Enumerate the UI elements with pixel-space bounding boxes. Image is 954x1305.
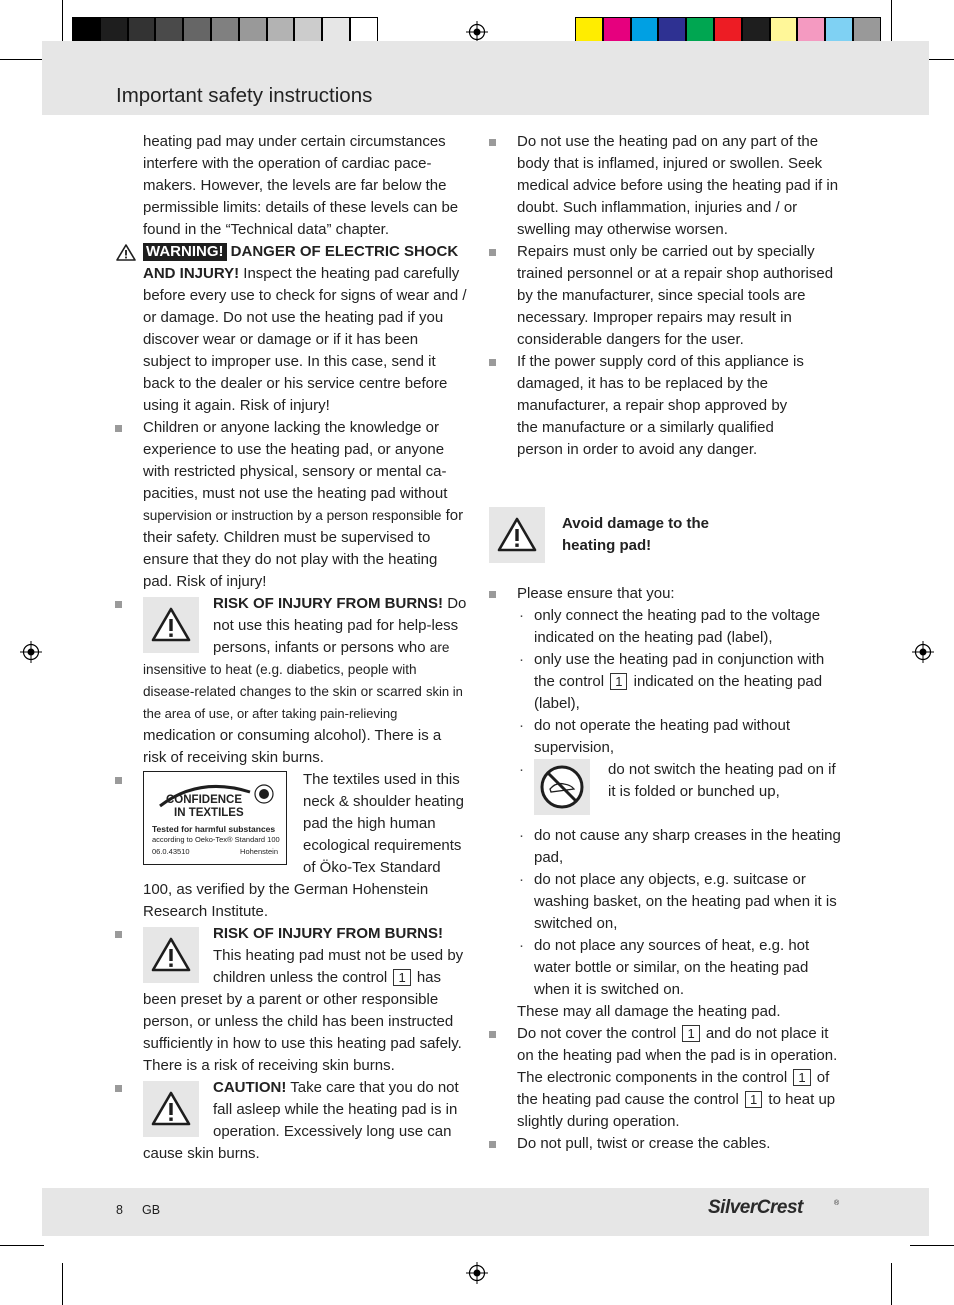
oekotex-line2: IN TEXTILES	[174, 807, 244, 819]
ensure-item: · do not switch the heating pad on if it is folded or bunched up,	[517, 759, 841, 825]
bullet-icon	[115, 601, 122, 608]
children-text-c: for their safety. Children must be supervised to ensure that they do not play with the heating pad. Risk of injury!	[143, 507, 464, 590]
bullet-icon	[115, 777, 122, 784]
hazard-icon-box	[143, 1081, 199, 1137]
cover-text-a: Do not cover the control	[517, 1025, 677, 1042]
avoid-damage-title: Avoid damage to the heating pad!	[562, 515, 709, 554]
ensure-item: · do not cause any sharp creases in the heating pad,	[519, 827, 841, 866]
repairs-paragraph	[517, 241, 841, 351]
oekotex-code: 06.0.43510	[152, 847, 190, 856]
repairs-text: Repairs must only be carried out by specially trained personnel or at a repair shop authorised by the manufacturer, since special tools are necessary. Improper repairs may result in considerable dangers for the user.	[517, 243, 834, 348]
bullet-icon	[489, 249, 496, 256]
ensure-item-text: do not place any sources of heat, e.g. hot water bottle or similar, on the heating pad when it is switched on.	[534, 937, 810, 998]
crop-mark	[891, 0, 892, 42]
children-paragraph	[143, 417, 467, 593]
oekotex-line3: Tested for harmful substances	[152, 824, 276, 834]
bullet-icon	[489, 1031, 496, 1038]
cover-text-c: of the heating pad cause the control	[517, 1069, 830, 1108]
burns2-text-b: has been preset by a parent or other responsible person, or unless the child has been instructed sufficiently in how to use this heating pad safely. There is a risk of receiving skin burns.	[143, 969, 462, 1074]
ensure-item: · do not place any sources of heat, e.g. hot water bottle or similar, on the heating pad when it is switched on.	[519, 937, 810, 998]
right-column	[517, 131, 841, 1155]
cover-text-d: to heat up slightly during operation.	[517, 1091, 836, 1130]
burns-paragraph-1	[143, 593, 467, 769]
children-text-a: Children or anyone lacking the knowledge or experience to use the heating pad, or anyone with restricted physical, sensory or mental ca-pacities, must not use the heating pad without	[143, 419, 448, 502]
bullet-icon	[115, 425, 122, 432]
control-number-badge: 1	[610, 673, 627, 690]
cover-paragraph	[517, 1023, 841, 1133]
inflamed-paragraph	[517, 131, 841, 241]
caution-title: CAUTION!	[213, 1079, 287, 1096]
crop-mark	[0, 1245, 44, 1246]
ensure-item-text: only connect the heating pad to the voltage indicated on the heating pad (label),	[534, 607, 821, 646]
crop-mark	[62, 0, 63, 42]
caution-body: Take care that you do not fall asleep while the heating pad is in operation. Excessively long use can cause skin burns.	[143, 1079, 459, 1162]
ensure-item-text: do not cause any sharp creases in the heating pad,	[534, 827, 841, 866]
damage-note: These may all damage the heating pad.	[517, 1003, 781, 1020]
left-column	[143, 131, 467, 1165]
crop-mark	[910, 1245, 954, 1246]
burns2-text-a: This heating pad must not be used by children unless the control	[213, 947, 464, 986]
control-number-badge: 1	[793, 1069, 810, 1086]
control-number-badge: 1	[682, 1025, 699, 1042]
oekotex-institute: Hohenstein	[240, 847, 278, 856]
ensure-item-text: do not operate the heating pad without supervision,	[534, 717, 791, 756]
cover-text-b: and do not place it on the heating pad when the pad is in operation. The electronic components in the control	[517, 1025, 838, 1086]
hazard-icon-box	[143, 927, 199, 983]
bullet-icon	[489, 591, 496, 598]
bullet-icon	[115, 931, 122, 938]
ensure-item: · do not operate the heating pad without supervision,	[519, 717, 791, 756]
hazard-icon-box	[489, 507, 545, 563]
warning-body: Inspect the heating pad carefully before every use to check for signs of wear and / or damage. Do not use the heating pad if you discover wear or damage or if it has been subject to improper use. In this case, send it back to the dealer or his service centre before using it again. Risk of injury!	[143, 265, 467, 414]
children-text-b: supervision or instruction by a person responsible	[143, 508, 442, 523]
warning-triangle-icon	[151, 937, 191, 972]
ensure-text: Please ensure that you:	[517, 585, 675, 602]
ensure-item-text: indicated on the heating pad (label),	[534, 673, 823, 712]
hazard-icon-box	[143, 597, 199, 653]
ensure-item-text: do not switch the heating pad on if it is folded or bunched up,	[608, 761, 836, 800]
bullet-icon	[489, 359, 496, 366]
no-folding-icon-box	[534, 759, 590, 815]
page-number: 8	[116, 1203, 123, 1217]
trademark-mark: ®	[834, 1200, 840, 1207]
ensure-item-text: only use the heating pad in conjunction with the control	[534, 651, 825, 690]
registration-mark-icon	[466, 1262, 488, 1284]
inflamed-text: Do not use the heating pad on any part of the body that is inflamed, injured or swollen. Seek medical advice before using the heating pad if in doubt. Such inflammation, injuries and / or swelling may otherwise worsen.	[517, 133, 839, 238]
bullet-icon	[489, 139, 496, 146]
textiles-text: The textiles used in this neck & shoulder heating pad the high human ecological requirements of Öko-Tex Standard 100, as verified by the German Hohenstein Research Institute.	[143, 771, 464, 920]
cord-paragraph	[517, 351, 841, 461]
oekotex-line1: CONFIDENCE	[166, 794, 243, 806]
burns-title-1: RISK OF INJURY FROM BURNS!	[213, 595, 444, 612]
ensure-item: · only use the heating pad in conjunction with the control 1 indicated on the heating pad (label),	[519, 651, 825, 712]
warning-triangle-icon	[497, 517, 537, 552]
textiles-paragraph	[143, 769, 467, 923]
crop-mark	[62, 1263, 63, 1305]
registration-mark-icon	[466, 21, 488, 43]
control-number-badge: 1	[393, 969, 410, 986]
ensure-item-text: do not place any objects, e.g. suitcase or washing basket, on the heating pad when it is switched on,	[534, 871, 837, 932]
caution-paragraph	[143, 1077, 467, 1165]
oekotex-line4: according to Oeko-Tex® Standard 100	[152, 835, 280, 844]
registration-mark-icon	[912, 641, 934, 663]
cables-text: Do not pull, twist or crease the cables.	[517, 1135, 771, 1152]
avoid-damage-heading	[517, 507, 841, 565]
crop-mark	[891, 1263, 892, 1305]
warning-paragraph	[143, 241, 467, 417]
warning-title: DANGER OF ELECTRIC SHOCK AND INJURY!	[143, 243, 459, 282]
bullet-icon	[115, 1085, 122, 1092]
registration-mark-icon	[20, 641, 42, 663]
language-code: GB	[142, 1203, 161, 1217]
cables-paragraph	[517, 1133, 841, 1155]
warning-triangle-icon	[151, 607, 191, 642]
brand-logo: SilverCrest	[708, 1197, 803, 1218]
intro-paragraph: heating pad may under certain circumstances interfere with the operation of cardiac pace-makers. However, the levels are far below the permissible limits: details of these levels can be found in the “Technical data” chapter.	[143, 133, 459, 238]
burns1-text-b: are insensitive to heat (e.g. diabetics, people with disease-related changes to the skin or scarred	[143, 640, 450, 699]
cord-text: If the power supply cord of this appliance is damaged, it has to be replaced by the manufacturer, a repair shop approved by the manufacture or a similarly qualified person in order to avoid any danger.	[517, 353, 804, 458]
burns1-text-c: skin in the area of use, or after taking pain-relieving	[143, 684, 463, 721]
no-folding-icon	[539, 764, 585, 810]
ensure-item: · do not place any objects, e.g. suitcase or washing basket, on the heating pad when it is switched on,	[519, 871, 837, 932]
burns1-text-a: Do not use this heating pad for help-less persons, infants or persons who	[213, 595, 467, 656]
burns-paragraph-2	[143, 923, 467, 1077]
crop-mark	[0, 59, 44, 60]
oekotex-label	[143, 771, 287, 865]
bullet-icon	[489, 1141, 496, 1148]
warning-label: WARNING!	[143, 243, 227, 261]
warning-triangle-icon	[151, 1091, 191, 1126]
ensure-item: · only connect the heating pad to the voltage indicated on the heating pad (label),	[519, 607, 821, 646]
warning-triangle-icon	[116, 244, 136, 261]
control-number-badge: 1	[745, 1091, 762, 1108]
burns-title-2: RISK OF INJURY FROM BURNS!	[213, 925, 444, 942]
ensure-paragraph	[517, 583, 841, 605]
burns1-text-d: medication or consuming alcohol). There is a risk of receiving skin burns.	[143, 727, 442, 766]
page-title: Important safety instructions	[116, 84, 373, 107]
